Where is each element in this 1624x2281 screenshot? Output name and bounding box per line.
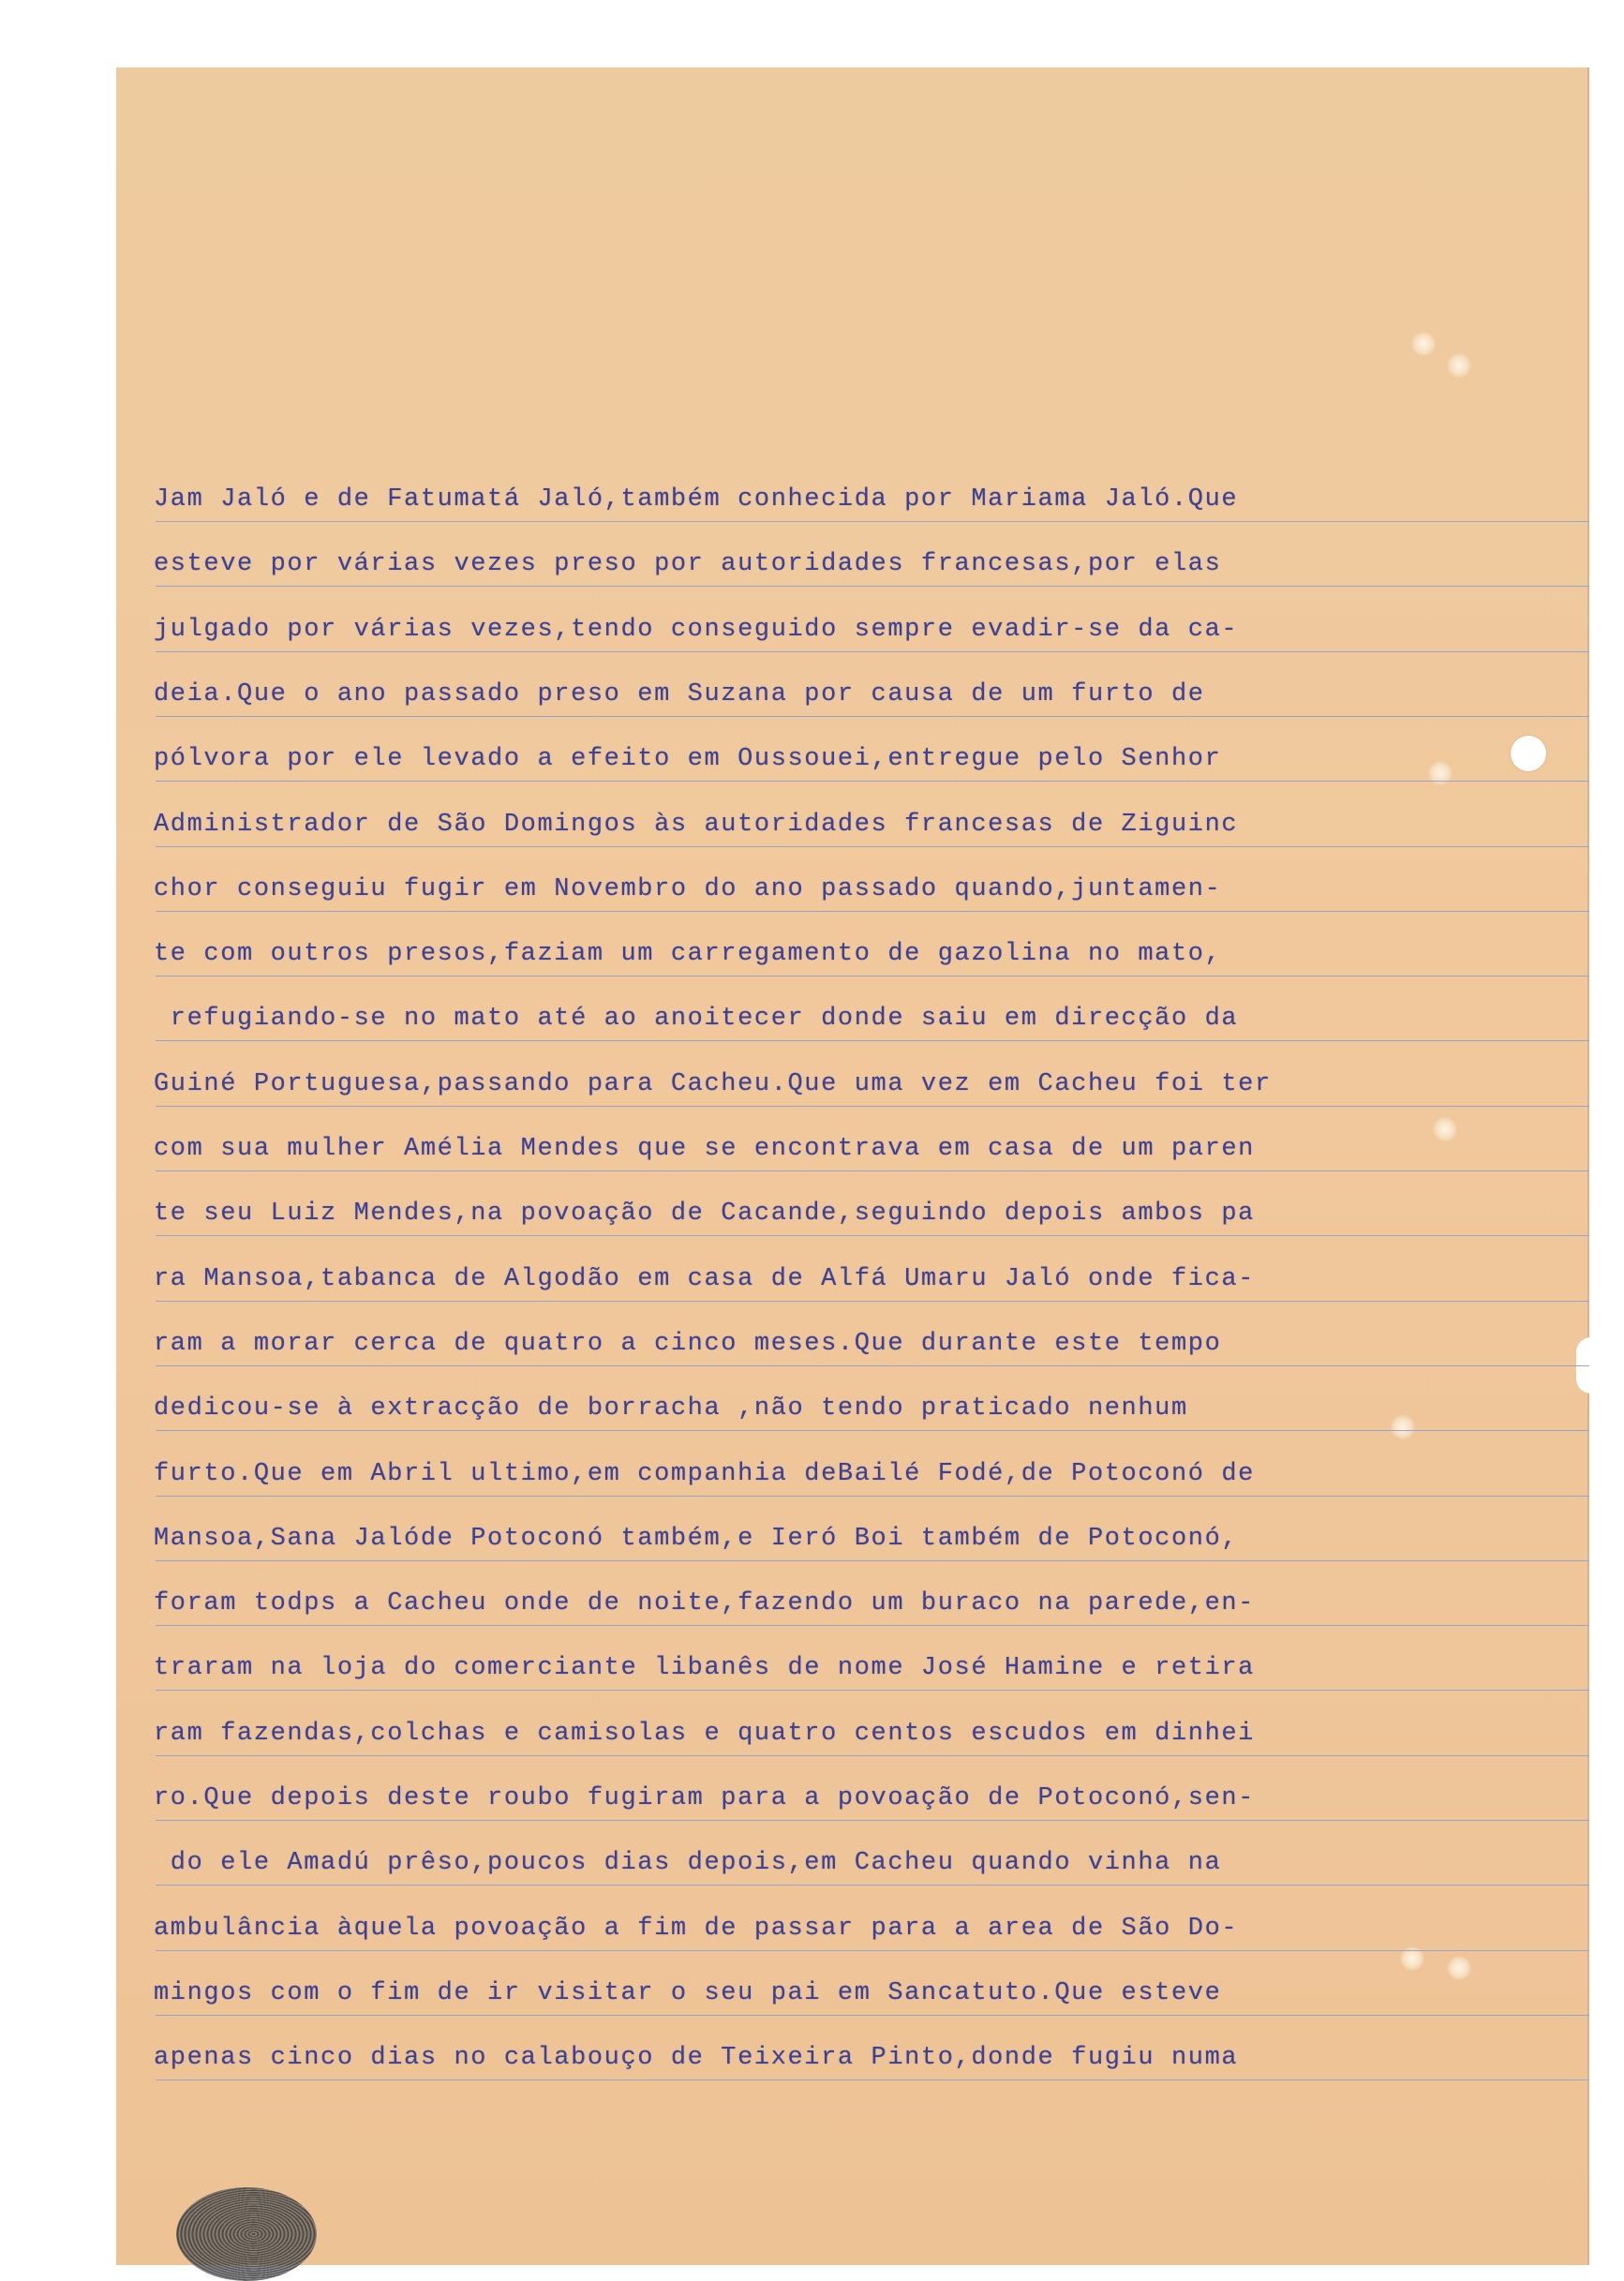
text-line: refugiando-se no mato até ao anoitecer donde saiu em direcção da	[154, 1005, 1239, 1034]
typewritten-page	[116, 67, 1589, 2265]
ruled-line	[156, 976, 1589, 977]
text-line: te com outros presos,faziam um carregamento de gazolina no mato,	[154, 940, 1222, 969]
text-line: Administrador de São Domingos às autoridades francesas de Ziguinc	[154, 810, 1239, 839]
ruled-line	[156, 1040, 1589, 1041]
ruled-line	[156, 586, 1589, 587]
ruled-line	[156, 1235, 1589, 1236]
ruled-line	[156, 1106, 1589, 1107]
ruled-line	[156, 651, 1589, 652]
ruled-line	[156, 521, 1589, 522]
paper-crease	[1411, 332, 1436, 356]
ruled-line	[156, 1755, 1589, 1756]
paper-crease	[1447, 353, 1471, 378]
text-line: te seu Luiz Mendes,na povoação de Cacande,seguindo depois ambos pa	[154, 1200, 1255, 1229]
ruled-line	[156, 1496, 1589, 1497]
ruled-line	[156, 911, 1589, 912]
text-line: ambulância àquela povoação a fim de passar para a area de São Do-	[154, 1914, 1239, 1943]
ruled-line	[156, 2015, 1589, 2016]
text-line: Jam Jaló e de Fatumatá Jaló,também conhecida por Mariama Jaló.Que	[154, 485, 1239, 514]
text-line: deia.Que o ano passado preso em Suzana por causa de um furto de	[154, 679, 1205, 708]
ruled-line	[156, 1430, 1589, 1431]
text-line: ram fazendas,colchas e camisolas e quatro centos escudos em dinhei	[154, 1719, 1255, 1748]
paper-crease	[1447, 1956, 1471, 1980]
text-line: esteve por várias vezes preso por autoridades francesas,por elas	[154, 550, 1222, 579]
text-line: julgado por várias vezes,tendo conseguido sempre evadir-se da ca-	[154, 615, 1239, 644]
text-line: do ele Amadú prêso,poucos dias depois,em Cacheu quando vinha na	[154, 1849, 1222, 1878]
text-line: traram na loja do comerciante libanês de nome José Hamine e retira	[154, 1654, 1255, 1683]
text-line: Mansoa,Sana Jalóde Potoconó também,e Ieró Boi também de Potoconó,	[154, 1524, 1239, 1553]
text-line: foram todps a Cacheu onde de noite,fazendo um buraco na parede,en-	[154, 1589, 1255, 1618]
text-line: apenas cinco dias no calabouço de Teixeira Pinto,donde fugiu numa	[154, 2044, 1239, 2073]
text-line: dedicou-se à extracção de borracha ,não tendo praticado nenhum	[154, 1394, 1188, 1424]
ruled-line	[156, 1820, 1589, 1821]
text-line: Guiné Portuguesa,passando para Cacheu.Que uma vez em Cacheu foi ter	[154, 1069, 1272, 1098]
text-line: chor conseguiu fugir em Novembro do ano passado quando,juntamen-	[154, 874, 1222, 903]
text-line: furto.Que em Abril ultimo,em companhia deBailé Fodé,de Potoconó de	[154, 1459, 1255, 1488]
text-line: ra Mansoa,tabanca de Algodão em casa de Alfá Umaru Jaló onde fica-	[154, 1264, 1255, 1293]
text-line: pólvora por ele levado a efeito em Oussouei,entregue pelo Senhor	[154, 745, 1222, 774]
ruled-line	[156, 1560, 1589, 1561]
ruled-line	[156, 716, 1589, 717]
text-line: com sua mulher Amélia Mendes que se encontrava em casa de um paren	[154, 1135, 1255, 1163]
ruled-line	[156, 781, 1589, 782]
ruled-line	[156, 1625, 1589, 1626]
text-line: mingos com o fim de ir visitar o seu pai em Sancatuto.Que esteve	[154, 1978, 1222, 2007]
ruled-line	[156, 1170, 1589, 1171]
text-line: ro.Que depois deste roubo fugiram para a povoação de Potoconó,sen-	[154, 1784, 1255, 1812]
ruled-line	[156, 1365, 1589, 1366]
text-line: ram a morar cerca de quatro a cinco meses.Que durante este tempo	[154, 1329, 1222, 1358]
ruled-line	[156, 1690, 1589, 1691]
ruled-line	[156, 1885, 1589, 1886]
ruled-line	[156, 846, 1589, 847]
ruled-line	[156, 1950, 1589, 1951]
fingerprint-mark	[176, 2187, 317, 2281]
ruled-line	[156, 1301, 1589, 1302]
